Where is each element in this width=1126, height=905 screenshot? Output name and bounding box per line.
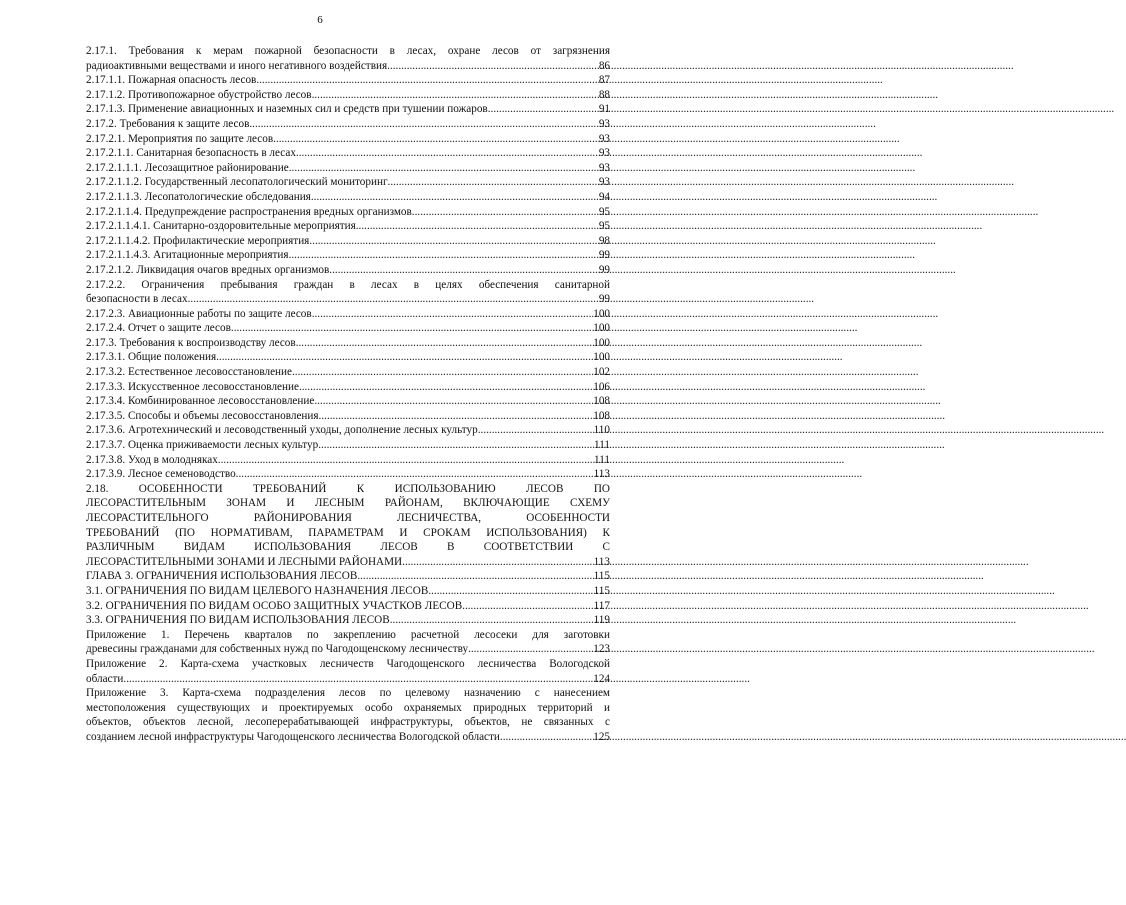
toc-leader-dots: [236, 467, 593, 482]
toc-entry: [86, 380, 610, 395]
toc-leader-dots: [319, 409, 593, 424]
toc-entry: [86, 44, 610, 73]
toc-entry-title: ГЛАВА 3. ОГРАНИЧЕНИЯ ИСПОЛЬЗОВАНИЯ ЛЕСОВ: [86, 570, 358, 583]
toc-page-number: 119: [593, 614, 610, 627]
toc-leader-dots: [412, 205, 598, 220]
toc-page-number: 100: [593, 307, 610, 320]
toc-leader-dots: [468, 642, 592, 657]
toc-entry-title: 2.17.2. Требования к защите лесов: [86, 117, 250, 130]
toc-entry-title-line: 2.17.2.2. Ограничения пребывания граждан в лесах в целях обеспечения санитарной: [86, 278, 610, 291]
toc-entry-title-line: объектов, объектов лесной, лесоперерабатывающей инфраструктуры, объектов, не связанных с: [86, 716, 610, 729]
toc-leader-dots: [388, 175, 598, 190]
toc-entry-title: 2.17.2.1.1.4.1. Санитарно-оздоровительные мероприятия: [86, 220, 356, 233]
toc-entry: [86, 263, 610, 278]
toc-leader-dots: [478, 423, 593, 438]
toc-page-number: 93: [598, 117, 610, 130]
toc-entry-title: 2.17.2.1.1.4.3. Агитационные мероприятия: [86, 249, 289, 262]
toc-entry-title-line: 2.18. ОСОБЕННОСТИ ТРЕБОВАНИЙ К ИСПОЛЬЗОВАНИЮ ЛЕСОВ ПО: [86, 482, 610, 495]
toc-entry-title: 3.3. ОГРАНИЧЕНИЯ ПО ВИДАМ ИСПОЛЬЗОВАНИЯ ЛЕСОВ: [86, 614, 390, 627]
toc-page-number: 91: [598, 103, 610, 116]
toc-page-number: 98: [598, 234, 610, 247]
toc-entry: [86, 278, 610, 307]
toc-entry: [86, 613, 610, 628]
toc-entry: [86, 219, 610, 234]
toc-leader-dots: [256, 73, 597, 88]
toc-entry: [86, 686, 610, 744]
toc-leader-dots: [296, 146, 598, 161]
toc-entry: [86, 350, 610, 365]
toc-entry: [86, 73, 610, 88]
toc-entry-title-line: безопасности в лесах: [86, 293, 188, 306]
toc-entry: [86, 584, 610, 599]
toc-entry-title: 3.2. ОГРАНИЧЕНИЯ ПО ВИДАМ ОСОБО ЗАЩИТНЫХ УЧАСТКОВ ЛЕСОВ: [86, 599, 463, 612]
toc-entry: [86, 628, 610, 657]
toc-entry: [86, 657, 610, 686]
toc-entry-title-line: ЛЕСОРАСТИТЕЛЬНЫМИ ЗОНАМИ И ЛЕСНЫМИ РАЙОНАМИ: [86, 555, 403, 568]
toc-page-number: 94: [598, 190, 610, 203]
toc-entry: [86, 453, 610, 468]
toc-leader-dots: [231, 321, 592, 336]
toc-page-number: 124: [593, 672, 610, 685]
toc-page-number: 99: [598, 249, 610, 262]
toc-entry-title: 2.17.1.2. Противопожарное обустройство лесов: [86, 88, 312, 101]
toc-entry-title: 3.1. ОГРАНИЧЕНИЯ ПО ВИДАМ ЦЕЛЕВОГО НАЗНАЧЕНИЯ ЛЕСОВ: [86, 584, 429, 597]
toc-entry-title-line: РАЗЛИЧНЫМ ВИДАМ ИСПОЛЬЗОВАНИЯ ЛЕСОВ В СООТВЕТСТВИИ С: [86, 541, 610, 554]
toc-page-number: 87: [598, 74, 610, 87]
toc-leader-dots: [289, 248, 598, 263]
toc-entry-title: 2.17.2.1.1. Санитарная безопасность в лесах: [86, 147, 296, 160]
toc-entry-title: 2.17.3.4. Комбинированное лесовосстановление: [86, 395, 315, 408]
toc-entry-title: 2.17.2.1.1.3. Лесопатологические обследования: [86, 190, 311, 203]
toc-entry-title: 2.17.2.1. Мероприятия по защите лесов: [86, 132, 274, 145]
toc-leader-dots: [387, 59, 598, 74]
toc-entry-title: 2.17.3.9. Лесное семеноводство: [86, 468, 236, 481]
toc-entry: [86, 234, 610, 249]
toc-leader-dots: [218, 453, 593, 468]
toc-page-number: 102: [593, 366, 610, 379]
toc-leader-dots: [314, 394, 592, 409]
toc-entry: [86, 88, 610, 103]
toc-entry-title-line: ТРЕБОВАНИЙ (ПО НОРМАТИВАМ, ПАРАМЕТРАМ И СРОКАМ ИСПОЛЬЗОВАНИЯ) К: [86, 526, 610, 539]
toc-entry-title-line: созданием лесной инфраструктуры Чагодощенского лесничества Вологодской области: [86, 730, 500, 743]
toc-page-number: 93: [598, 176, 610, 189]
toc-page-number: 115: [593, 584, 610, 597]
toc-entry-title-line: ЛЕСОРАСТИТЕЛЬНЫМ ЗОНАМ И ЛЕСНЫМ РАЙОНАМ, ВКЛЮЧАЮЩИЕ СХЕМУ: [86, 497, 610, 510]
toc-entry-title-line: 2.17.1. Требования к мерам пожарной безопасности в лесах, охране лесов от загрязнения: [86, 45, 610, 57]
toc-page-number: 93: [598, 147, 610, 160]
toc-page-number: 100: [593, 351, 610, 364]
toc-entry: [86, 161, 610, 176]
toc-entry-title: 2.17.3.2. Естественное лесовосстановление: [86, 366, 292, 379]
toc-entry-title-line: Приложение 2. Карта-схема участковых лесничеств Чагодощенского лесничества Вологодской: [86, 657, 610, 670]
toc-page-number: 106: [593, 380, 610, 393]
toc-entry: [86, 365, 610, 380]
toc-entry-title: 2.17.2.1.1.4. Предупреждение распространения вредных организмов: [86, 205, 412, 218]
toc-page-number: 99: [598, 293, 610, 306]
toc-leader-dots: [216, 350, 592, 365]
toc-leader-dots: [312, 88, 598, 103]
toc-leader-dots: [188, 292, 598, 307]
toc-entry-title-line: Приложение 1. Перечень кварталов по закреплению расчетной лесосеки для заготовки: [86, 628, 610, 641]
toc-page-number: 125: [593, 730, 610, 743]
toc-page-number: 100: [593, 336, 610, 349]
toc-leader-dots: [462, 599, 592, 614]
toc-leader-dots: [249, 117, 597, 132]
page-number: 6: [317, 14, 323, 26]
toc-entry: [86, 190, 610, 205]
toc-page-number: 95: [598, 220, 610, 233]
toc-page-number: 115: [593, 570, 610, 583]
toc-leader-dots: [273, 132, 598, 147]
toc-entry-title: 2.17.2.4. Отчет о защите лесов: [86, 322, 231, 335]
toc-page-number: 111: [594, 453, 610, 466]
toc-page-number: 93: [598, 132, 610, 145]
toc-entry-title: 2.17.3.3. Искусственное лесовосстановление: [86, 380, 299, 393]
toc-page-number: 108: [593, 409, 610, 422]
toc-entry: [86, 467, 610, 482]
toc-page-number: 110: [593, 424, 610, 437]
toc-entry: [86, 409, 610, 424]
toc-entry-title: 2.17.2.3. Авиационные работы по защите лесов: [86, 307, 312, 320]
toc-leader-dots: [488, 102, 598, 117]
toc-leader-dots: [500, 730, 592, 745]
table-of-contents: [86, 44, 610, 745]
toc-entry-title-line: области: [86, 672, 124, 685]
toc-entry: [86, 394, 610, 409]
toc-entry-title-line: радиоактивными веществами и иного негативного воздействия: [86, 59, 388, 72]
toc-entry-title-line: древесины гражданами для собственных нужд по Чагодощенскому лесничеству: [86, 643, 469, 656]
toc-leader-dots: [289, 161, 598, 176]
toc-entry-title: 2.17.3.8. Уход в молодняках: [86, 453, 218, 466]
toc-entry-title: 2.17.2.1.2. Ликвидация очагов вредных организмов: [86, 263, 330, 276]
toc-leader-dots: [402, 555, 592, 570]
toc-page-number: 108: [593, 395, 610, 408]
toc-page-number: 100: [593, 322, 610, 335]
toc-entry-title: 2.17.3.7. Оценка приживаемости лесных культур: [86, 439, 319, 452]
toc-entry-title: 2.17.2.1.1.4.2. Профилактические мероприятия: [86, 234, 310, 247]
toc-entry: [86, 569, 610, 584]
toc-leader-dots: [311, 190, 598, 205]
toc-entry: [86, 336, 610, 351]
toc-entry: [86, 117, 610, 132]
toc-leader-dots: [299, 380, 592, 395]
toc-entry: [86, 248, 610, 263]
toc-entry: [86, 438, 610, 453]
toc-leader-dots: [309, 234, 597, 249]
toc-entry: [86, 102, 610, 117]
toc-entry-title: 2.17.3. Требования к воспроизводству лесов: [86, 336, 296, 349]
toc-leader-dots: [318, 438, 593, 453]
toc-entry: [86, 307, 610, 322]
toc-entry-title-line: местоположения существующих и проектируемых особо охраняемых природных территорий и: [86, 701, 610, 714]
toc-entry-title: 2.17.2.1.1.2. Государственный лесопатологический мониторинг: [86, 176, 388, 189]
toc-entry: [86, 321, 610, 336]
toc-entry-title-line: Приложение 3. Карта-схема подразделения лесов по целевому назначению с нанесением: [86, 687, 610, 700]
toc-entry: [86, 132, 610, 147]
toc-leader-dots: [390, 613, 593, 628]
toc-leader-dots: [292, 365, 592, 380]
toc-page-number: 113: [593, 555, 610, 568]
toc-leader-dots: [428, 584, 592, 599]
toc-entry-title: 2.17.3.1. Общие положения: [86, 351, 217, 364]
toc-leader-dots: [312, 307, 593, 322]
toc-page-number: 117: [593, 599, 610, 612]
toc-page-number: 123: [593, 643, 610, 656]
toc-entry-title: 2.17.3.5. Способы и объемы лесовосстановления: [86, 409, 319, 422]
toc-entry-title: 2.17.2.1.1.1. Лесозащитное районирование: [86, 161, 289, 174]
toc-page-number: 93: [598, 161, 610, 174]
toc-entry: [86, 205, 610, 220]
toc-leader-dots: [329, 263, 598, 278]
toc-page-number: 88: [598, 88, 610, 101]
toc-page-number: 111: [594, 439, 610, 452]
toc-leader-dots: [356, 219, 598, 234]
toc-leader-dots: [123, 672, 592, 687]
toc-entry: [86, 482, 610, 570]
toc-entry-title: 2.17.1.1. Пожарная опасность лесов: [86, 74, 257, 87]
toc-entry: [86, 175, 610, 190]
toc-entry-title: 2.17.3.6. Агротехнический и лесоводственный уходы, дополнение лесных культур: [86, 424, 478, 437]
toc-page-number: 99: [598, 263, 610, 276]
toc-leader-dots: [357, 569, 592, 584]
toc-page-number: 95: [598, 205, 610, 218]
toc-entry: [86, 423, 610, 438]
toc-page-number: 86: [598, 59, 610, 72]
toc-entry: [86, 146, 610, 161]
toc-leader-dots: [296, 336, 593, 351]
toc-entry-title-line: ЛЕСОРАСТИТЕЛЬНОГО РАЙОНИРОВАНИЯ ЛЕСНИЧЕСТВА, ОСОБЕННОСТИ: [86, 512, 610, 524]
toc-page-number: 113: [593, 468, 610, 481]
toc-entry-title: 2.17.1.3. Применение авиационных и наземных сил и средств при тушении пожаров: [86, 103, 488, 116]
toc-entry: [86, 599, 610, 614]
